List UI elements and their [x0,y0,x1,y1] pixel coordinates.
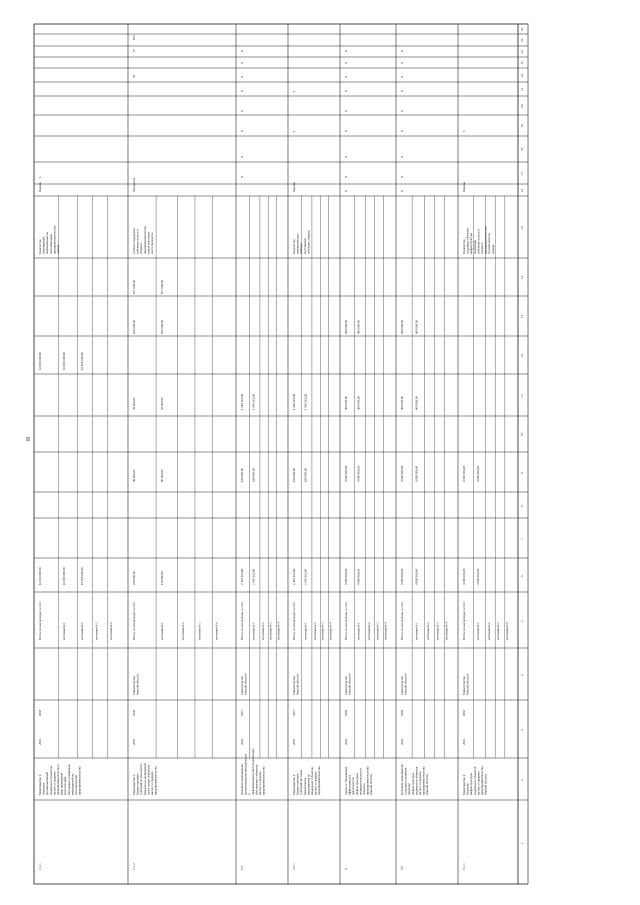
year-end: 2016 [462,709,466,716]
row-name: предпринимательства [480,766,484,795]
executor: Министерство [344,675,348,695]
executor: Омской области [465,673,470,695]
target-value: X [344,61,348,64]
indicator: в виде налоговых [146,231,151,254]
executor: Омской области [243,673,248,695]
base-value: X [240,175,244,178]
header-number: 21 [520,87,524,91]
source-1: источник № 1 [160,622,165,640]
target-value: 1 [292,90,296,92]
header-number: 12 [520,353,524,357]
unit: Единиц [462,181,466,192]
indicator: инфраструктуры [469,232,474,254]
amount-2019-src: 1 010 112,86 [251,393,256,410]
unit: Процентов [132,177,136,192]
amount-total: 2 145 112,86 [292,568,296,585]
row-name: предпринимательства [365,766,370,795]
target-value: X [344,109,348,112]
year-start: 2016 [462,738,466,745]
target-value: 1 [292,130,296,132]
row-name: объектов [407,783,412,795]
amount-total: 4 800 000,00 [344,568,348,585]
target-value: X [240,129,244,132]
header-number: 7 [520,538,524,540]
row-name: консультаций, [63,776,68,795]
row-name: Омской области [369,773,374,795]
amount-source: 2 145 112,86 [251,568,256,585]
row-name: мероприятий по [70,773,75,795]
row-number: 2.1.1 [38,863,42,870]
target-value: 50 [132,74,136,78]
header-number: 10 [520,432,524,436]
row-name: предпринимательства [317,766,322,795]
amount-2020: 400 000,00 [344,320,348,334]
row-name: малого и среднего [150,771,154,795]
source-3: источник № 3 [435,622,440,640]
row-name: Мероприятие 1. [462,774,466,795]
target-value: X [400,155,404,158]
source-3: источник № 3 [94,622,99,640]
source-3: источник № 3 [495,622,500,640]
amount-2017: 80 000,00 [132,469,136,482]
row-name: бюджетам на [302,777,307,795]
amount-2017-src: 4 000 000,00 [414,465,419,482]
row-name: предпринимательства [421,766,426,795]
row-name: части затрат субъектов [146,764,151,795]
target-value: X [400,75,404,78]
row-name: деятельности [351,777,356,795]
target-value: X [400,129,404,132]
source-4: источник № 4 [504,622,509,640]
amount-source: 2 145 112,86 [303,568,308,585]
amount-2019-src: 400 000,00 [356,396,361,410]
header-number: 2 [520,779,524,781]
header-number: 24 [520,50,524,54]
source-2: источник № 2 [181,622,185,640]
amount-source: 119 000,00 [160,571,165,585]
row-name: Основное мероприятие: [400,763,404,795]
row-name: малого и среднего [313,771,318,795]
year-start: 2016 [240,738,244,745]
indicator: созданных объектов [465,228,470,254]
amount-total: 219 000,00 [132,571,136,585]
row-name: Омской области [483,773,488,795]
source-total: Всего, из них расходы за счет: [292,601,296,640]
target-value: X [344,75,348,78]
amount-2021-src: 107 000,00 [160,280,165,294]
row-number: 2.1.2 [132,863,136,870]
year-start: 2016 [132,738,136,745]
amount-2019-src: 400 000,00 [414,396,419,410]
row-name: Омской области [425,773,430,795]
year-end: 2018 [38,709,42,716]
indicator: мероприятий, [41,236,46,254]
row-name: Оказание [41,782,46,795]
target-value: 100 [132,35,136,40]
year-end: 2018 [400,709,404,716]
row-number: 3 [344,868,348,870]
indicator: предпринимательства [483,226,488,254]
amount-source: 4 800 000,00 [356,568,361,585]
amount-source: 16 000 000,00 [62,567,66,585]
indicator: среднего [139,242,144,254]
target-value: X [344,155,348,158]
target-value: X [344,129,348,132]
year-end: 2017 [240,709,244,716]
target-value: X [240,109,244,112]
header-number: 6 [520,575,524,577]
indicator: субсидию, единиц [306,230,311,254]
row-name: инфраструктуры [469,773,474,795]
row-name: поддержке субъектов [310,767,314,795]
target-value: X [400,89,404,92]
indicator: Количество [462,239,466,254]
header-number: 22 [520,73,524,77]
row-name: субсидий местным [299,770,304,795]
target-value: X [400,109,404,112]
header-number: 15 [520,225,524,229]
row-name: Развитие [465,783,470,795]
row-name: поддержки субъектов [472,766,477,795]
year-start: 2016 [292,738,296,745]
executor: Министерство [240,675,244,695]
amount-total: 2 145 112,86 [240,568,244,585]
source-4: источник № 4 [444,622,449,640]
indicator: Количество [38,239,42,254]
source-1: источник № 1 [62,622,66,640]
target-value: X [240,155,244,158]
executor: Министерство [292,675,296,695]
amount-2019: 43 000,00 [132,397,136,410]
target-value: X [240,49,244,52]
target-value: X [240,75,244,78]
base-value: X [344,175,348,178]
amount-total: 4 000 000,00 [462,568,466,585]
indicator: получивших [302,237,307,254]
row-name: поддержки субъектов [414,766,419,795]
unit: X [344,189,348,192]
indicator: субъектов малого и [476,229,481,254]
row-name: мероприятия по [306,773,311,795]
amount-2017-src: 180 000,00 [303,468,308,482]
row-number: 2.2 [240,865,244,870]
source-4: источник № 4 [214,622,219,640]
amount-total: 16 100 000,00 [38,567,42,585]
unit: Единиц [38,181,42,192]
header-number: 20 [520,104,524,108]
amount-2019: 1 010 112,86 [292,393,296,410]
header-number: 1 [520,842,524,844]
amount-2017: 4 000 000,00 [400,465,404,482]
amount-2017-src: 80 000,00 [160,469,165,482]
header-number: 19 [520,124,524,128]
target-value: X [400,61,404,64]
source-1: источник № 1 [475,622,480,640]
year-end: 2020 [132,709,136,716]
indicator: направленных на [45,232,50,254]
source-total: Всего, из них расходы за счет: [132,601,136,640]
amount-2019: 400 000,00 [400,396,404,410]
row-name: обучающих семинаров, [66,764,71,795]
row-name: малого и среднего [476,771,481,795]
indicator: поддержки [472,239,477,254]
amount-source: 16 100 000,00 [80,567,84,585]
amount-source: 4 800 000,00 [414,568,419,585]
executor: Омской области [295,673,300,695]
amount-2018-src: 16 000 000,00 [62,352,66,370]
row-name: субсидий из областного [139,763,144,795]
row-name: поддержки субъектам [48,766,53,795]
row-name: Организационно-методическое [243,753,248,795]
target-value: X [240,89,244,92]
header-number: 3 [520,729,524,731]
source-total: Всего, из них расходы за счет: [38,601,42,640]
base-value: 1 [38,176,42,178]
source-2: источник № 2 [80,622,84,640]
row-name: малого и среднего [418,771,422,795]
amount-2017: 180 000,00 [240,468,244,482]
indicator: Количество [292,239,296,254]
indicator: муниципальных [295,233,300,254]
source-2: источник № 2 [487,622,491,640]
header-number: 18 [520,147,524,151]
row-name: Предоставление [295,773,300,795]
row-name: предпринимательства [77,766,82,795]
row-name: малого и среднего [52,771,57,795]
row-name: среднего [362,783,366,795]
source-4: источник № 4 [108,622,113,640]
row-name: бюджета на возмещение [142,762,147,795]
header-number: 5 [520,620,524,622]
header-number: 14 [520,275,524,279]
amount-2019-src: 43 000,00 [160,397,165,410]
row-number: 3.1.1 [462,863,466,870]
row-name: поддержки малого и [358,768,363,795]
header-number: 25 [520,38,524,42]
year-end: 2018 [344,709,348,716]
amount-source: 4 000 000,00 [475,568,480,585]
source-3: источник № 3 [320,622,325,640]
target-value: X [344,89,348,92]
executor: Министерство [400,675,404,695]
row-name: Задача 3. Повышение [344,766,348,795]
amount-2019: 400 000,00 [344,396,348,410]
table-frame [34,24,528,884]
row-name: популяризации [74,774,78,795]
source-2: источник № 2 [367,622,371,640]
row-name: и [247,793,252,795]
amount-2020-src: 400 000,00 [414,320,419,334]
row-name: Создание и развитие [403,767,408,795]
indicator: предпринимательства, [52,225,57,254]
row-name: инфраструктуры [410,773,415,795]
amount-2017: 4 000 000,00 [462,465,466,482]
amount-2020: 400 000,00 [400,320,404,334]
source-total: Всего, из них расходы за счет: [240,601,244,640]
indicator: Омской области, [487,232,492,254]
row-name: инфраструктуры [354,773,359,795]
amount-2021: 107 000,00 [132,280,136,294]
header-number: 26 [520,27,524,31]
base-value: X [400,175,404,178]
header-number: 8 [520,505,524,507]
amount-2018-src: 16 100 000,00 [80,352,84,370]
source-total: Всего, из них расходы за счет: [462,601,466,640]
source-4: источник № 4 [328,622,333,640]
executor: Омской области [135,673,140,695]
indicator: единиц [56,244,60,254]
source-total: Всего, из них расходы за счет: [400,601,404,640]
source-1: источник № 1 [356,622,361,640]
year-end: 2017 [292,709,296,716]
header-number: 23 [520,61,524,65]
amount-2020: 100 000,00 [132,320,136,334]
row-name: виде проведения [59,772,64,795]
source-3: источник № 3 [197,622,202,640]
amount-2019: 1 010 112,86 [240,393,244,410]
row-number: 2.2.1 [292,863,296,870]
amount-2020-src: 400 000,00 [356,320,361,334]
row-name: предпринимательства [261,766,266,795]
target-value: 67 [132,48,136,52]
amount-2017-src: 4 000 000,00 [356,465,361,482]
year-start: 2016 [38,738,42,745]
source-3: источник № 3 [268,622,273,640]
amount-2018: 16 100 000,00 [38,352,42,370]
page-number: II [26,437,30,443]
amount-total: 4 800 000,00 [400,568,404,585]
executor: Омской области [403,673,408,695]
indicator: единиц [490,244,495,254]
source-2: источник № 2 [261,622,265,640]
source-1: источник № 1 [414,622,419,640]
row-name: предпринимательства в [56,764,60,795]
indicator: районов, [299,242,304,254]
amount-2017: 4 000 000,00 [344,465,348,482]
row-name: информационно-консультационное [250,748,255,795]
header-number: 11 [520,393,524,397]
source-4: источник № 4 [383,622,388,640]
header-number: 4 [520,674,524,676]
executor: Министерство [132,675,136,695]
row-name: эффективности [347,774,352,795]
unit: X [400,189,404,192]
row-name: Предоставление [135,773,140,795]
row-name: предпринимательства [153,766,158,795]
row-name: Основное мероприятие: [240,763,244,795]
source-1: источник № 1 [251,622,256,640]
header-number: 17 [520,171,524,175]
amount-2017: 180 000,00 [292,468,296,482]
target-value: 1 [462,130,466,132]
unit: Единиц [292,181,296,192]
amount-2020-src: 100 000,00 [160,320,165,334]
source-1: источник № 1 [303,622,308,640]
row-name: Мероприятие 1. [292,774,296,795]
indicator: предпринимательства [142,226,147,254]
year-start: 2016 [344,738,348,745]
source-4: источник № 4 [276,622,281,640]
row-name: Мероприятие 1. [38,774,42,795]
header-number: 9 [520,472,524,474]
source-3: источник № 3 [375,622,380,640]
target-value: X [240,61,244,64]
indicator: льгот, процентов [150,232,154,254]
target-value: X [400,49,404,52]
amount-2017-src: 180 000,00 [251,468,256,482]
indicator: среднего [480,242,484,254]
executor: Министерство [462,675,466,695]
indicator: Степень поддержки [132,228,136,254]
amount-2017-src: 4 000 000,00 [475,465,480,482]
source-2: источник № 2 [426,622,430,640]
row-name: обеспечение субъектов [254,764,259,795]
header-number: 16 [520,188,524,192]
source-2: источник № 2 [313,622,317,640]
target-value: X [344,49,348,52]
row-name: малого и среднего [258,771,262,795]
amount-2019-src: 1 010 112,86 [303,393,308,410]
source-total: Всего, из них расходы за счет: [344,601,348,640]
year-start: 2016 [400,738,404,745]
executor: Омской области [347,673,352,695]
row-number: 3.1 [400,865,404,870]
row-name: Мероприятие 2. [132,774,136,795]
indicator: популяризацию [48,233,53,254]
header-number: 13 [520,314,524,318]
indicator: субъектов малого и [135,229,140,254]
row-name: организационной [45,771,50,795]
